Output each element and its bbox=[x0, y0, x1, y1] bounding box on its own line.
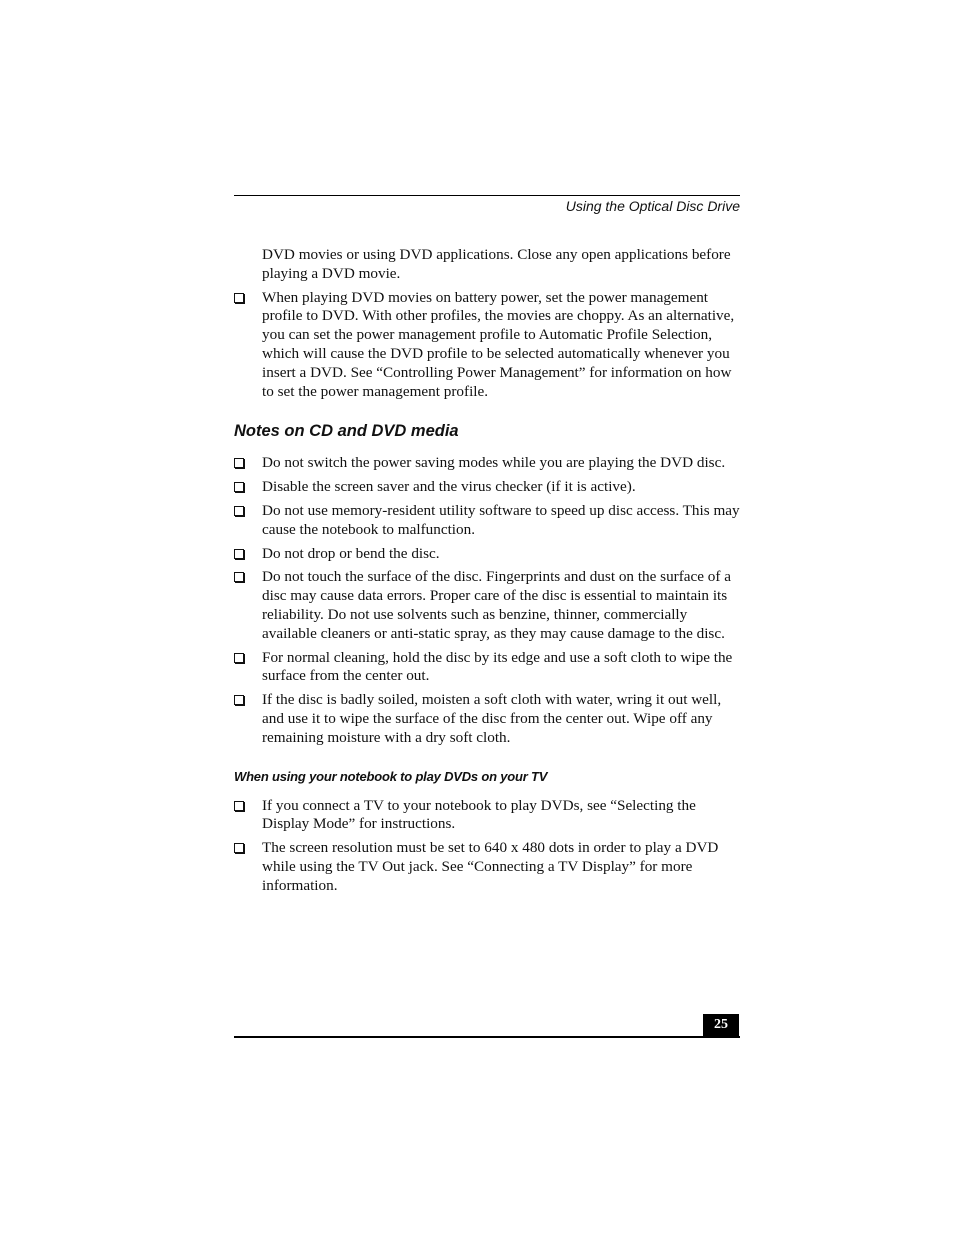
list-item bbox=[234, 839, 740, 895]
list-item bbox=[234, 502, 740, 540]
section-heading: Notes on CD and DVD media bbox=[234, 422, 459, 441]
notes-bullet-list bbox=[234, 454, 740, 747]
checkbox-bullet-icon bbox=[234, 653, 244, 663]
list-item bbox=[234, 649, 740, 687]
checkbox-bullet-icon bbox=[234, 482, 244, 492]
header-rule bbox=[234, 195, 740, 196]
list-item-text: Do not drop or bend the disc. bbox=[262, 544, 440, 562]
list-item-text: Do not touch the surface of the disc. Fingerprints and dust on the surface of a disc may cause data errors. Proper care of the disc is essential to maintain its reliability. Do not use solvents such as benzine, thinner, commercially available cleaners or anti-static spray, as they may cause damage to the disc. bbox=[262, 568, 731, 642]
list-item-text: Disable the screen saver and the virus checker (if it is active). bbox=[262, 478, 636, 496]
subsection-heading: When using your notebook to play DVDs on your TV bbox=[234, 768, 548, 784]
list-item-text: The screen resolution must be set to 640 x 480 dots in order to play a DVD while using the TV Out jack. See “Connecting a TV Display” for more information. bbox=[262, 839, 719, 894]
page-content bbox=[234, 246, 740, 901]
running-header: Using the Optical Disc Drive bbox=[565, 198, 740, 214]
checkbox-bullet-icon bbox=[234, 843, 244, 853]
list-item-text: Do not use memory-resident utility software to speed up disc access. This may cause the notebook to malfunction. bbox=[262, 501, 740, 538]
list-item bbox=[234, 454, 740, 473]
checkbox-bullet-icon bbox=[234, 572, 244, 582]
checkbox-bullet-icon bbox=[234, 293, 244, 303]
list-item-text: When playing DVD movies on battery power, set the power management profile to DVD. With other profiles, the movies are choppy. As an alternative, you can set the power management profile to Automatic Profile Selection, which will cause the DVD profile to be selected automatically whenever you insert a DVD. See “Controlling Power Management” for information on how to set the power management profile. bbox=[262, 288, 735, 400]
checkbox-bullet-icon bbox=[234, 549, 244, 559]
intro-continuation: DVD movies or using DVD applications. Close any open applications before playing a DVD movie. bbox=[262, 246, 731, 282]
list-item bbox=[234, 797, 740, 835]
checkbox-bullet-icon bbox=[234, 506, 244, 516]
list-item bbox=[234, 478, 740, 497]
list-item bbox=[234, 691, 740, 747]
footer-rule bbox=[234, 1036, 740, 1038]
checkbox-bullet-icon bbox=[234, 458, 244, 468]
list-item-text: If you connect a TV to your notebook to play DVDs, see “Selecting the Display Mode” for instructions. bbox=[262, 796, 696, 833]
list-item-text: If the disc is badly soiled, moisten a soft cloth with water, wring it out well, and use it to wipe the surface of the disc from the center out. Wipe off any remaining moisture with a dry soft cloth. bbox=[262, 691, 722, 746]
list-item-text: For normal cleaning, hold the disc by its edge and use a soft cloth to wipe the surface from the center out. bbox=[262, 648, 733, 685]
checkbox-bullet-icon bbox=[234, 695, 244, 705]
list-item bbox=[234, 545, 740, 564]
list-item-text: Do not switch the power saving modes while you are playing the DVD disc. bbox=[262, 454, 726, 472]
tv-bullet-list bbox=[234, 797, 740, 896]
list-item bbox=[234, 568, 740, 643]
list-item bbox=[234, 289, 740, 402]
checkbox-bullet-icon bbox=[234, 801, 244, 811]
page-number: 25 bbox=[703, 1014, 739, 1037]
intro-bullet-list bbox=[234, 289, 740, 402]
